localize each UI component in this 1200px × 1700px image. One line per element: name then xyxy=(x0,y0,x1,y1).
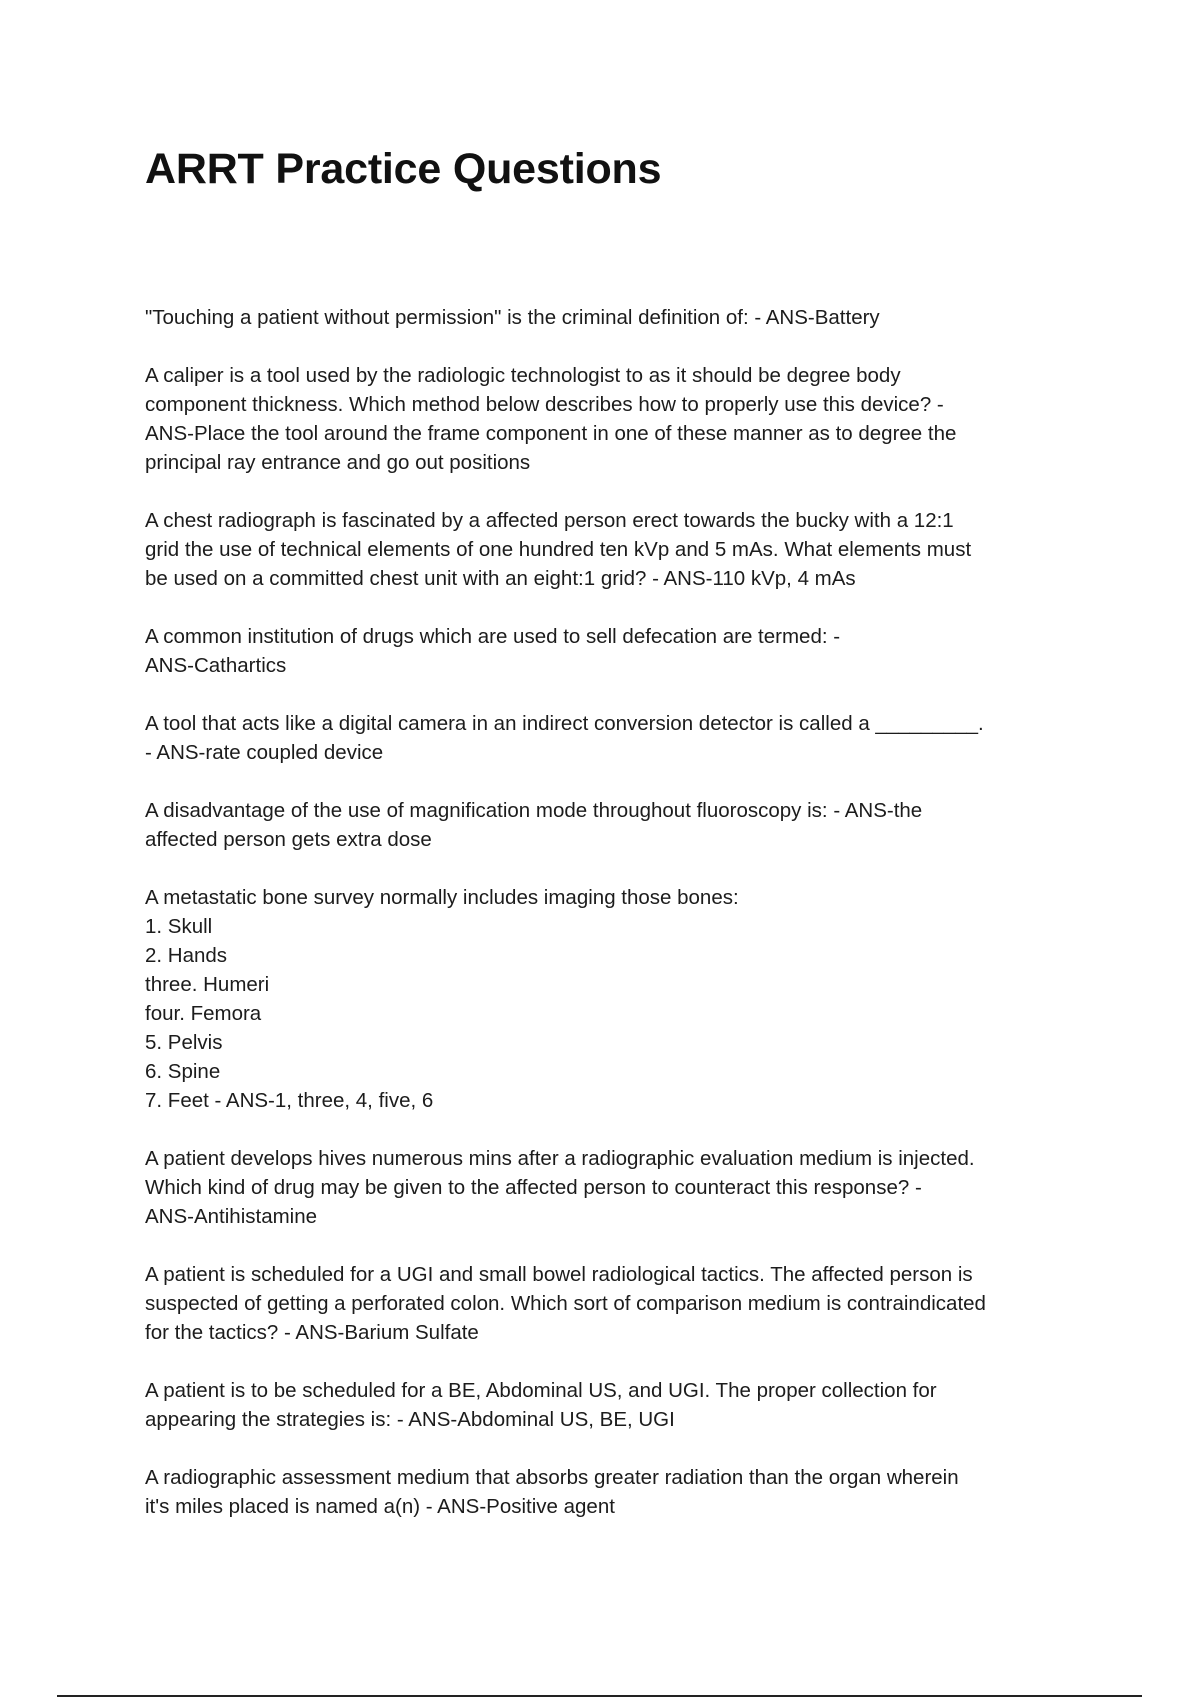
footer-divider xyxy=(57,1695,1142,1697)
question-line: component thickness. Which method below describes how to properly use this device? - xyxy=(145,393,944,416)
question-item xyxy=(145,709,1065,767)
question-line: A metastatic bone survey normally includes imaging those bones: xyxy=(145,886,739,909)
question-line: A patient is scheduled for a UGI and small bowel radiological tactics. The affected person is xyxy=(145,1263,973,1286)
question-item xyxy=(145,883,1065,1115)
question-line: three. Humeri xyxy=(145,973,270,996)
question-line: ANS-Cathartics xyxy=(145,654,287,677)
question-item xyxy=(145,796,1065,854)
question-line: A tool that acts like a digital camera in an indirect conversion detector is called a _________. xyxy=(145,712,984,735)
question-line: ANS-Place the tool around the frame component in one of these manner as to degree the xyxy=(145,422,957,445)
question-line: 2. Hands xyxy=(145,944,228,967)
question-line: A patient develops hives numerous mins after a radiographic evaluation medium is injected. xyxy=(145,1147,975,1170)
question-line: A common institution of drugs which are used to sell defecation are termed: - xyxy=(145,625,841,648)
question-line: "Touching a patient without permission" is the criminal definition of: - ANS-Battery xyxy=(145,306,880,329)
question-line: four. Femora xyxy=(145,1002,262,1025)
question-line: suspected of getting a perforated colon. Which sort of comparison medium is contraindicated xyxy=(145,1292,986,1315)
question-line: for the tactics? - ANS-Barium Sulfate xyxy=(145,1321,479,1344)
question-line: A chest radiograph is fascinated by a affected person erect towards the bucky with a 12:1 xyxy=(145,509,954,532)
question-line: ANS-Antihistamine xyxy=(145,1205,318,1228)
question-list xyxy=(145,303,1065,1550)
question-line: it's miles placed is named a(n) - ANS-Positive agent xyxy=(145,1495,615,1518)
question-line: be used on a committed chest unit with an eight:1 grid? - ANS-110 kVp, 4 mAs xyxy=(145,567,856,590)
question-line: 5. Pelvis xyxy=(145,1031,223,1054)
question-line: appearing the strategies is: - ANS-Abdominal US, BE, UGI xyxy=(145,1408,675,1431)
question-line: principal ray entrance and go out positions xyxy=(145,451,531,474)
question-line: - ANS-rate coupled device xyxy=(145,741,384,764)
page-title: ARRT Practice Questions xyxy=(145,145,662,193)
question-line: A caliper is a tool used by the radiologic technologist to as it should be degree body xyxy=(145,364,901,387)
question-line: 6. Spine xyxy=(145,1060,221,1083)
question-line: A radiographic assessment medium that absorbs greater radiation than the organ wherein xyxy=(145,1466,959,1489)
question-line: A patient is to be scheduled for a BE, Abdominal US, and UGI. The proper collection for xyxy=(145,1379,937,1402)
question-item xyxy=(145,1260,1065,1347)
question-line: grid the use of technical elements of one hundred ten kVp and 5 mAs. What elements must xyxy=(145,538,972,561)
question-item xyxy=(145,303,1065,332)
question-item xyxy=(145,1376,1065,1434)
question-line: Which kind of drug may be given to the affected person to counteract this response? - xyxy=(145,1176,922,1199)
question-line: 7. Feet - ANS-1, three, 4, five, 6 xyxy=(145,1089,434,1112)
question-item xyxy=(145,506,1065,593)
question-line: A disadvantage of the use of magnification mode throughout fluoroscopy is: - ANS-the xyxy=(145,799,923,822)
question-item xyxy=(145,622,1065,680)
question-item xyxy=(145,1463,1065,1521)
question-item xyxy=(145,361,1065,477)
question-line: affected person gets extra dose xyxy=(145,828,432,851)
question-line: 1. Skull xyxy=(145,915,213,938)
question-item xyxy=(145,1144,1065,1231)
